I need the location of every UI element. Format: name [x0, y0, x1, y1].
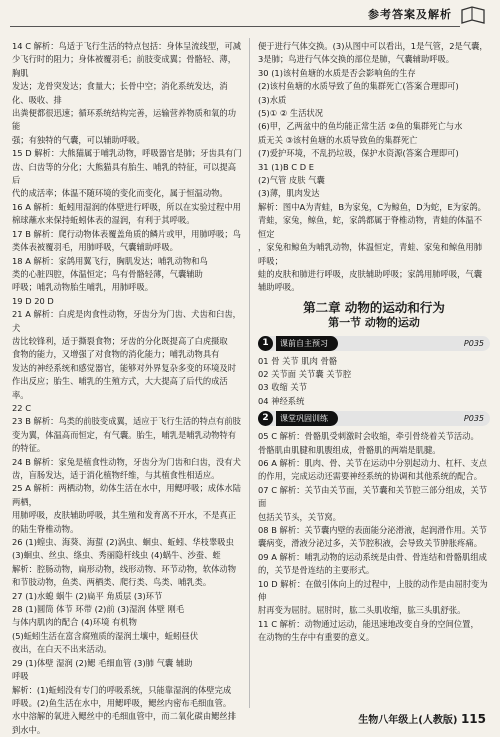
page-ref: P035: [463, 338, 484, 348]
answer-line: 与体内肌肉的配合 (4)环境 有机物: [12, 617, 137, 628]
answer-line: 24 B 解析：家兔是植食性动物，牙齿分为门齿和臼齿，没有犬: [12, 456, 241, 467]
answer-line: (3)薄，肌肉发达: [258, 188, 320, 199]
answer-line: 肘再变为屈肘。屈肘时，肱二头肌收缩，肱三头肌舒张。: [258, 605, 466, 616]
answer-line: (2)气管 皮肤 气囊: [258, 175, 325, 186]
page-footer: [358, 711, 486, 726]
answer-line: 在动物的生存中有重要的意义。: [258, 632, 375, 643]
section-number: 2: [258, 411, 273, 426]
answer-line: 27 (1)水螅 蜗牛 (2)扁平 角质层 (3)环节: [12, 590, 163, 601]
answer-line: 齿比较锋利，适于撕裂食物；牙齿的分化既提高了白虎摄取: [12, 335, 228, 346]
answer-line: 14 C 解析：鸟适于飞行生活的特点包括：身体呈流线型，可减: [12, 41, 242, 51]
answer-line: 囊病变，滑液分泌过多，关节腔积液，会导致关节肿胀疼痛。: [258, 538, 483, 549]
answer-line: 作出反应；胎生、哺乳的生殖方式，大大提高了后代的成活率。: [12, 376, 228, 400]
answer-line: 16 A 解析：蚯蚓用湿润的体壁进行呼吸，所以在实验过程中用: [12, 201, 241, 212]
answer-line: (2)该村鱼塘的水质导致了鱼的集群死亡(答案合理即可): [258, 81, 459, 92]
answer-line: 便于进行气体交换。(3)从图中可以看出，1是气管，2是气囊，: [258, 41, 488, 51]
answer-line: 变为翼，体温高而恒定，有气囊。胎生，哺乳是哺乳动物特有: [12, 429, 237, 440]
left-column: [12, 40, 242, 737]
answer-line: 夜出，在白天不出来活动。: [12, 644, 112, 655]
section-bar-title: 课堂巩固训练: [276, 411, 338, 426]
answer-line: 3是肺；鸟进行气体交换的部位是肺，气囊辅助呼吸。: [258, 54, 455, 65]
page-number: 115: [460, 712, 486, 726]
answer-line: 质无关 ③该村鱼塘的水质导致鱼的集群死亡: [258, 134, 418, 145]
answer-line: 的作用，完成运动还需要神经系统的协调和其他系统的配合。: [258, 471, 483, 482]
answer-line: 强；有独特的气囊，可以辅助呼吸。: [12, 134, 145, 145]
answer-line: 09 A 解析：哺乳动物的运动系统是由骨、骨连结和骨骼肌组成: [258, 551, 487, 562]
answer-line: (7)爱护环境，不乱扔垃圾，保护水资源(答案合理即可): [258, 148, 459, 159]
answer-line: 解析：腔肠动物，扁形动物，线形动物、环节动物，软体动物: [12, 563, 237, 574]
answer-line: (5)蚯蚓生活在富含腐殖质的湿润土壤中，蚯蚓昼伏: [12, 630, 198, 641]
answer-line: 呼吸；哺乳动物胎生哺乳，用肺呼吸。: [12, 282, 154, 293]
answer-line: 23 B 解析：鸟类的前肢变成翼，适应于飞行生活的特点有前肢: [12, 416, 241, 427]
answer-line: 01 骨 关节 肌肉 骨骼: [258, 355, 338, 366]
answer-line: 07 C 解析：关节由关节面，关节囊和关节腔三部分组成，关节面: [258, 484, 488, 509]
section-title: 第一节 动物的运动: [328, 316, 420, 330]
answer-line: 发达的神经系统和感觉器官，能够对外界复杂多变的环境及时: [12, 362, 237, 373]
answer-line: 19 D 20 D: [12, 295, 54, 306]
answer-line: 08 B 解析：关节囊内壁的表面能分泌滑液，起润滑作用。关节: [258, 525, 487, 535]
answer-line: 05 C 解析：骨骼肌受刺激时会收缩，牵引骨绕着关节活动。: [258, 431, 479, 442]
answer-line: 的，关节是骨连结的主要形式。: [258, 565, 375, 576]
answer-line: 解析：图中A为青蛙，B为家兔，C为鲸鱼，D为蛇，E为家鸽。: [258, 201, 486, 212]
page-ref: P035: [463, 414, 484, 424]
answer-line: 02 关节面 关节囊 关节腔: [258, 368, 352, 379]
column-divider: [249, 38, 250, 708]
answer-line: 26 (1)蝗虫、海葵、海蜇 (2)涡虫、蛔虫、蚯蚓、华枝睾吸虫: [12, 537, 234, 548]
answer-line: 21 A 解析：白虎是肉食性动物，牙齿分为门齿、犬齿和臼齿，犬: [12, 309, 241, 333]
book-icon: [460, 4, 486, 26]
answer-line: 的特征。: [12, 443, 46, 454]
preview-section-bar: [258, 336, 490, 351]
right-column: [258, 40, 490, 645]
answer-line: 出粪便都很迅速；循环系统结构完善，运输营养物质和氧的功能: [12, 108, 237, 132]
answer-line: 18 A 解析：家鸽用翼飞行，胸肌发达；哺乳动物和鸟: [12, 255, 208, 266]
answer-line: 少飞行时的阻力；身体被覆羽毛；前肢变成翼；骨骼轻、薄，胸肌: [12, 54, 237, 78]
answer-line: 用肺呼吸，皮肤辅助呼吸，其生殖和发育离不开水，不是真正: [12, 510, 237, 521]
answer-line: 呼吸。(2)鱼生活在水中，用鳃呼吸，鳃丝内密布毛细血管。: [12, 697, 232, 708]
answer-line: 15 D 解析：大熊猫属于哺乳动物，呼吸器官是肺；牙齿具有门: [12, 148, 242, 159]
book-title: 生物八年级上(人教版): [358, 715, 458, 726]
practice-section-bar: [258, 411, 490, 426]
answer-line: 的陆生脊椎动物。: [12, 523, 79, 534]
answer-line: 棉球蘸水来保持蚯蚓体表的湿润，有利于其呼吸。: [12, 215, 195, 226]
answer-line: (3)蛔虫、丝虫、绦虫、秀丽隐杆线虫 (4)蜗牛、沙蚕、蛭: [12, 550, 221, 561]
answer-line: ，家兔和鲸鱼为哺乳动物，体温恒定，青蛙、家兔和鲸鱼用肺呼吸；: [258, 242, 483, 266]
header-rule: [10, 26, 460, 27]
answer-line: 食物的能力，又增强了对食物的消化能力；哺乳动物具有: [12, 349, 220, 360]
answer-line: 齿、臼齿等的分化；大熊猫具有胎生、哺乳的特征，可以提高后: [12, 161, 237, 186]
answer-line: 包括关节头，关节窝。: [258, 511, 341, 522]
section-number: 1: [258, 336, 273, 351]
answer-line: 齿，盲肠发达，适于消化植物纤维，与其植食性相适应。: [12, 470, 220, 480]
answer-line: 22 C: [12, 402, 31, 413]
answer-line: 水中溶解的氧进入鳃丝中的毛细血管中，而二氧化碳由鳃丝排到水中。: [12, 711, 237, 735]
answer-line: 06 A 解析：肌肉、骨、关节在运动中分别起动力、杠杆、支点: [258, 457, 487, 468]
answer-line: 10 D 解析：在做引体向上的过程中，上肢的动作是由屈肘变为伸: [258, 578, 488, 603]
section-bar-title: 课前自主预习: [276, 336, 338, 351]
answer-line: 蛙的皮肤和肺进行呼吸，皮肤辅助呼吸；家鸽用肺呼吸，气囊辅助呼吸。: [258, 268, 483, 293]
answer-line: 类体表被覆羽毛，用肺呼吸，气囊辅助呼吸。: [12, 242, 178, 253]
answer-line: 17 B 解析：爬行动物体表覆盖角质的鳞片或甲，用肺呼吸；鸟: [12, 228, 241, 239]
answer-line: 29 (1)体壁 湿润 (2)鳃 毛细血管 (3)肺 气囊 辅助: [12, 657, 193, 668]
answer-line: 发达；龙骨突发达；食量大；长骨中空；消化系统发达，消化、吸收、排: [12, 81, 228, 105]
answer-line: 03 收缩 关节: [258, 382, 308, 393]
answer-line: 31 (1)B C D E: [258, 161, 314, 172]
answer-line: 类的心脏四腔，体温恒定；鸟有骨骼轻薄，气囊辅助: [12, 268, 203, 279]
answer-line: 青蛙，家兔，鲸鱼，蛇，家鸽都属于脊椎动物，青蛙的体温不恒定: [258, 215, 483, 239]
page-header: [0, 0, 500, 38]
answer-line: 04 神经系统: [258, 395, 305, 406]
header-title: 参考答案及解析: [368, 8, 452, 21]
answer-line: 骨骼肌由肌腱和肌腹组成，骨骼肌的两端是肌腱。: [258, 444, 441, 455]
chapter-title: 第二章 动物的运动和行为: [303, 299, 445, 315]
answer-line: 和节肢动物，鱼类、两栖类、爬行类、鸟类、哺乳类。: [12, 577, 212, 588]
answer-line: 呼吸: [12, 671, 29, 682]
answer-line: 30 (1)该村鱼塘的水质是否会影响鱼的生存: [258, 67, 416, 78]
answer-line: 25 A 解析：两栖动物，幼体生活在水中，用鳃呼吸；成体水陆两栖，: [12, 483, 241, 507]
answer-line: (6)甲，乙两盆中的鱼均能正常生活 ②鱼的集群死亡与水: [258, 121, 463, 132]
answer-line: 代的成活率；体温不随环境的变化而变化，属于恒温动物。: [12, 188, 228, 199]
answer-line: 11 C 解析：动物通过运动，能迅速地改变自身的空间位置，: [258, 618, 479, 629]
answer-line: (5)① ② 生活状况: [258, 108, 324, 119]
answer-line: (3)水质: [258, 94, 287, 105]
answer-line: 解析：(1)蚯蚓没有专门的呼吸系统，只能靠湿润的体壁完成: [12, 684, 232, 695]
answer-line: 28 (1)圆筒 体节 环带 (2)前 (3)湿润 体壁 刚毛: [12, 604, 185, 615]
